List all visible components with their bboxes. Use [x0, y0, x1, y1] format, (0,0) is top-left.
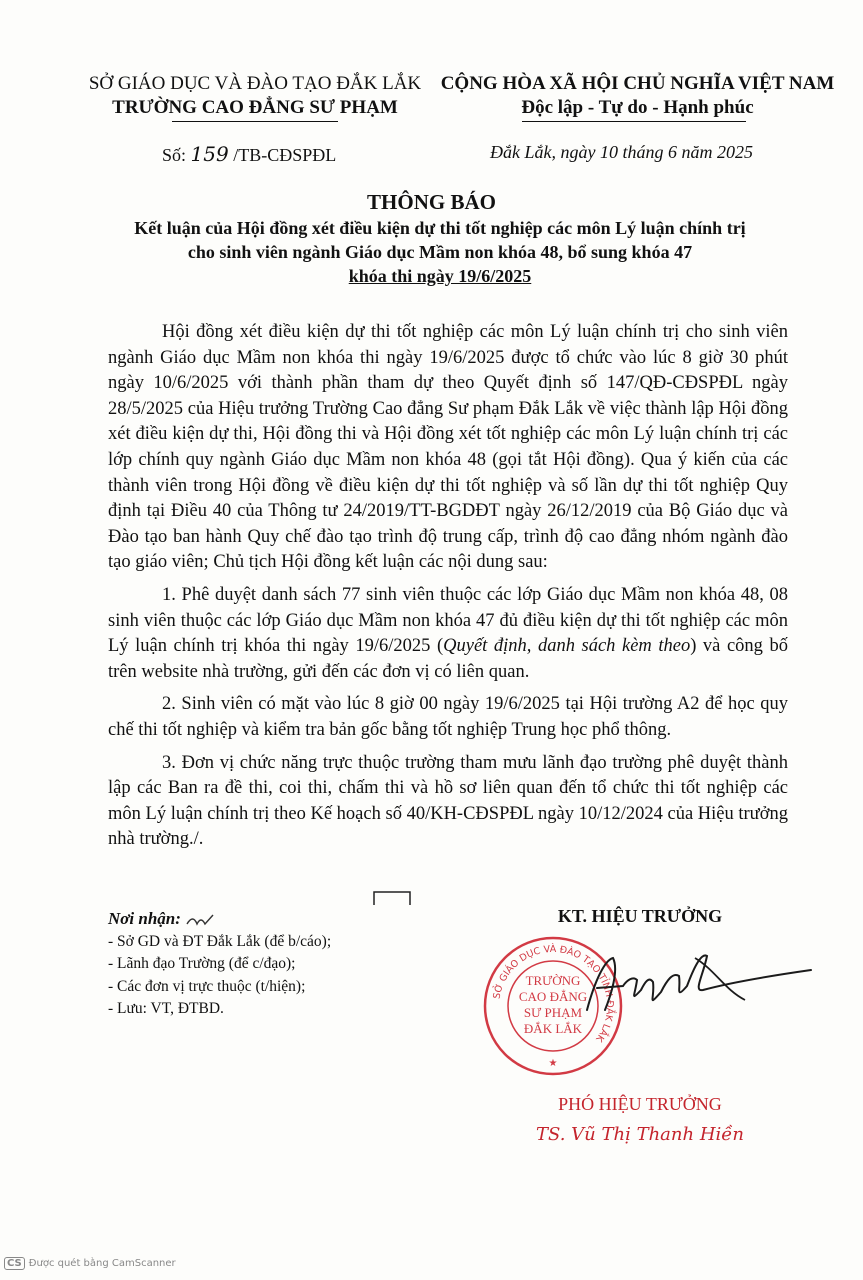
document-number	[162, 142, 336, 166]
subtitle-line-2: cho sinh viên ngành Giáo dục Mầm non khóa 48, bổ sung khóa 47	[187, 242, 693, 262]
doc-number-prefix: Số:	[162, 145, 191, 165]
recipients-heading	[108, 908, 331, 931]
seal-line: SƯ PHẠM	[523, 1005, 583, 1020]
document-body	[108, 320, 788, 853]
item-1-text-a: 1. Phê duyệt danh sách 77 sinh viên thuộc các lớp Giáo dục Mầm non khóa 48, 08 sinh viên thuộc các lớp Giáo dục Mầm non khóa 47 đủ điều kiện dự thi tốt nghiệp các môn Lý luận chính trị khóa thi ngày 19/6/2025 (	[108, 584, 788, 657]
on-behalf-title: KT. HIỆU TRƯỞNG	[557, 906, 723, 926]
issuing-authority	[70, 72, 440, 120]
recipient-item: - Các đơn vị trực thuộc (t/hiện);	[108, 977, 306, 995]
recipient-item: - Sở GD và ĐT Đắk Lắk (để b/cáo);	[108, 932, 332, 950]
seal-ring-text: SỞ GIÁO DỤC VÀ ĐÀO TẠO TỈNH ĐẮK LẮK	[491, 943, 616, 1044]
recipients-block	[108, 908, 331, 1021]
doc-number-suffix: /TB-CĐSPĐL	[228, 145, 337, 165]
handwritten-mark	[368, 889, 416, 907]
handwritten-signature	[575, 940, 815, 1030]
scanner-watermark-text: Được quét bằng CamScanner	[28, 1258, 176, 1269]
signer-position: PHÓ HIỆU TRƯỞNG	[558, 1094, 722, 1114]
document-subtitle	[70, 216, 810, 288]
motto: Độc lập - Tự do - Hạnh phúc	[521, 97, 754, 118]
item-2: 2. Sinh viên có mặt vào lúc 8 giờ 00 ngày 19/6/2025 tại Hội trường A2 để học quy chế thi tốt nghiệp và kiểm tra bản gốc bằng tốt nghiệp Trung học phổ thông.	[108, 694, 788, 740]
seal-line: TRƯỜNG	[525, 973, 581, 988]
document-title: THÔNG BÁO	[367, 190, 496, 214]
motto-underline	[522, 121, 746, 122]
place-date: Đắk Lắk, ngày 10 tháng 6 năm 2025	[490, 142, 753, 162]
item-3: 3. Đơn vị chức năng trực thuộc trường tham mưu lãnh đạo trường phê duyệt thành lập các Ban ra đề thi, coi thi, chấm thi và hồ sơ liên quan đến tổ chức thi tốt nghiệp các môn Lý luận chính trị theo Kế hoạch số 40/KH-CĐSPĐL ngày 10/12/2024 của Hiệu trưởng nhà trường./.	[108, 752, 788, 850]
seal-star-icon: ★	[548, 1058, 558, 1069]
school-name: TRƯỜNG CAO ĐẲNG SƯ PHẠM	[112, 97, 398, 118]
item-1	[108, 583, 788, 685]
parent-department: SỞ GIÁO DỤC VÀ ĐÀO TẠO ĐẮK LẮK	[88, 73, 422, 94]
camscanner-logo-icon: CS	[4, 1257, 25, 1270]
subtitle-line-1: Kết luận của Hội đồng xét điều kiện dự thi tốt nghiệp các môn Lý luận chính trị	[134, 218, 746, 238]
intro-paragraph: Hội đồng xét điều kiện dự thi tốt nghiệp các môn Lý luận chính trị cho sinh viên ngành Giáo dục Mầm non khóa thi ngày 19/6/2025 được tổ chức vào lúc 8 giờ 30 phút ngày 10/6/2025 với thành phần tham dự theo Quyết định số 147/QĐ-CĐSPĐL ngày 28/5/2025 của Hiệu trưởng Trường Cao đẳng Sư phạm Đắk Lắk về việc thành lập Hội đồng xét điều kiện dự thi, Hội đồng thi và Hội đồng xét tốt nghiệp các môn Lý luận chính trị các lớp chính quy ngành Giáo dục Mầm non khóa 48 (gọi tắt Hội đồng). Qua ý kiến của các thành viên trong Hội đồng về điều kiện dự thi tốt nghiệp và số lần dự thi tốt nghiệp Quy định tại Điều 40 của Thông tư 24/2019/TT-BGDĐT ngày 26/12/2019 của Bộ Giáo dục và Đào tạo ban hành Quy chế đào tạo trình độ trung cấp, trình độ cao đẳng nhóm ngành đào tạo giáo viên; Chủ tịch Hội đồng kết luận các nội dung sau:	[108, 322, 788, 573]
national-heading	[440, 72, 835, 120]
recipient-item: - Lãnh đạo Trường (để c/đạo);	[108, 955, 296, 972]
item-1-italic: Quyết định, danh sách kèm theo	[443, 636, 691, 657]
seal-line: ĐẮK LẮK	[523, 1021, 583, 1036]
recipient-item: - Lưu: VT, ĐTBD.	[108, 1000, 224, 1017]
initials-scribble-icon	[185, 912, 221, 928]
school-name-underline	[172, 121, 338, 122]
signer-name: TS. Vũ Thị Thanh Hiền	[536, 1124, 744, 1145]
recipients-heading-text: Nơi nhận:	[108, 909, 181, 928]
subtitle-line-3: khóa thi ngày 19/6/2025	[348, 266, 532, 286]
item-1-text-b: ) và công bố trên website nhà trường, gửi đến các đơn vị có liên quan.	[108, 636, 788, 682]
seal-line: CAO ĐẲNG	[518, 989, 588, 1004]
doc-number-handwritten: 159	[190, 142, 229, 166]
scanner-watermark	[4, 1257, 176, 1270]
country-name: CỘNG HÒA XÃ HỘI CHỦ NGHĨA VIỆT NAM	[440, 73, 835, 94]
